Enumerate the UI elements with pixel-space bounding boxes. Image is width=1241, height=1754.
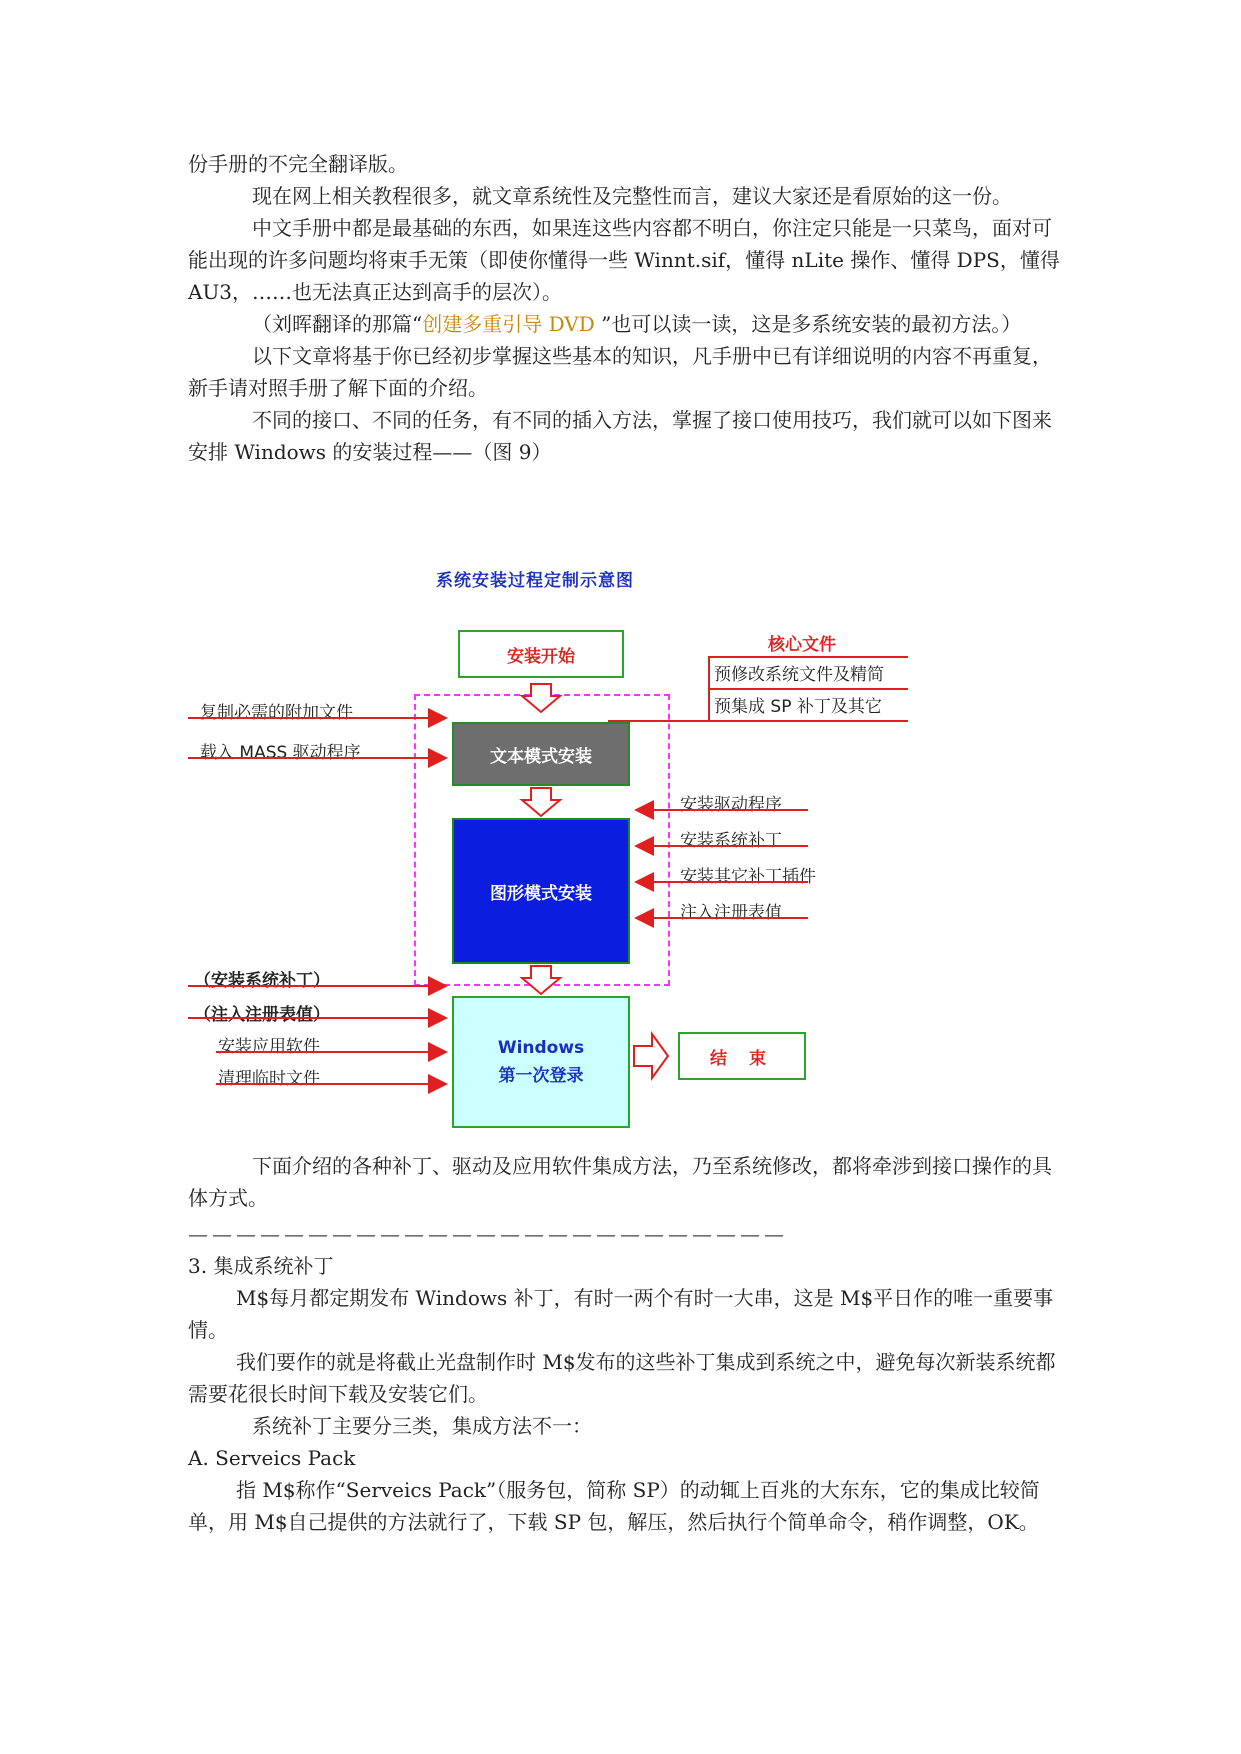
right-gui-label: 安装系统补丁 — [680, 831, 782, 851]
end-box: 结 束 — [678, 1032, 806, 1080]
paragraph: 下面介绍的各种补丁、驱动及应用软件集成方法，乃至系统修改，都将牵涉到接口操作的具体方式。 — [188, 1154, 1052, 1210]
diagram-title: 系统安装过程定制示意图 — [436, 571, 634, 591]
right-gui-label: 安装其它补丁插件 — [680, 867, 816, 887]
text-mode-box: 文本模式安装 — [452, 722, 630, 786]
down-arrow-1 — [522, 684, 560, 712]
left-win-label: （安装系统补丁） — [194, 971, 330, 991]
link-suffix: ”也可以读一读，这是多系统安装的最初方法。） — [594, 312, 1022, 336]
paragraph: 不同的接口、不同的任务，有不同的插入方法，掌握了接口使用技巧，我们就可以如下图来安排 Windows 的安装过程——（图 9） — [188, 408, 1052, 464]
gui-mode-box: 图形模式安装 — [452, 818, 630, 964]
windows-label: Windows — [497, 1038, 585, 1058]
left-text-label: 载入 MASS 驱动程序 — [200, 743, 361, 763]
install-process-diagram — [188, 552, 928, 1142]
first-logon-label: 第一次登录 — [498, 1066, 584, 1086]
right-gui-label: 注入注册表值 — [680, 903, 782, 923]
right-gui-label: 安装驱动程序 — [680, 795, 782, 815]
section-3-block — [188, 1250, 1068, 1538]
core-item: 预集成 SP 补丁及其它 — [714, 697, 882, 717]
paragraph: 份手册的不完全翻译版。 — [188, 152, 408, 176]
paragraph: 系统补丁主要分三类，集成方法不一： — [252, 1414, 592, 1438]
dvd-guide-link[interactable]: 创建多重引导 DVD — [422, 312, 595, 336]
diagram-arrows — [188, 552, 928, 1142]
left-text-label: 复制必需的附加文件 — [200, 703, 353, 723]
link-prefix: （刘晖翻译的那篇“ — [252, 312, 423, 336]
core-item: 预修改系统文件及精简 — [714, 665, 884, 685]
paragraph: M$每月都定期发布 Windows 补丁，有时一两个有时一大串，这是 M$平日作的唯一重要事情。 — [188, 1286, 1054, 1342]
left-win-label: （注入注册表值） — [194, 1005, 330, 1025]
top-text-block — [188, 148, 1068, 468]
paragraph: 中文手册中都是最基础的东西，如果连这些内容都不明白，你注定只能是一只菜鸟，面对可能出现的许多问题均将束手无策（即使你懂得一些 Winnt.sif，懂得 nLite 操作、懂得 DPS，懂得 AU3，……也无法真正达到高手的层次）。 — [188, 216, 1060, 304]
section-title: 3. 集成系统补丁 — [188, 1254, 334, 1278]
paragraph: 以下文章将基于你已经初步掌握这些基本的知识，凡手册中已有详细说明的内容不再重复，新手请对照手册了解下面的介绍。 — [188, 344, 1052, 400]
paragraph: 我们要作的就是将截止光盘制作时 M$发布的这些补丁集成到系统之中，避免每次新装系统都需要花很长时间下载及安装它们。 — [188, 1350, 1056, 1406]
right-arrow-end — [634, 1034, 668, 1078]
down-arrow-3 — [522, 966, 560, 994]
bottom-text-block — [188, 1150, 1068, 1214]
down-arrow-2 — [522, 788, 560, 816]
paragraph: 指 M$称作“Serveics Pack”（服务包，简称 SP）的动辄上百兆的大东东，它的集成比较简单，用 M$自己提供的方法就行了，下载 SP 包，解压，然后执行个简单命令，稍作调整，OK。 — [188, 1478, 1040, 1534]
paragraph-with-link — [188, 308, 1068, 340]
paragraph: 现在网上相关教程很多，就文章系统性及完整性而言，建议大家还是看原始的这一份。 — [252, 184, 1012, 208]
left-win-label: 清理临时文件 — [218, 1069, 320, 1089]
subsection-title: A. Serveics Pack — [188, 1446, 356, 1470]
separator-line: ————————————————————————— — [188, 1222, 788, 1246]
core-files-title: 核心文件 — [768, 635, 836, 655]
start-box: 安装开始 — [458, 630, 624, 678]
left-win-label: 安装应用软件 — [218, 1037, 320, 1057]
